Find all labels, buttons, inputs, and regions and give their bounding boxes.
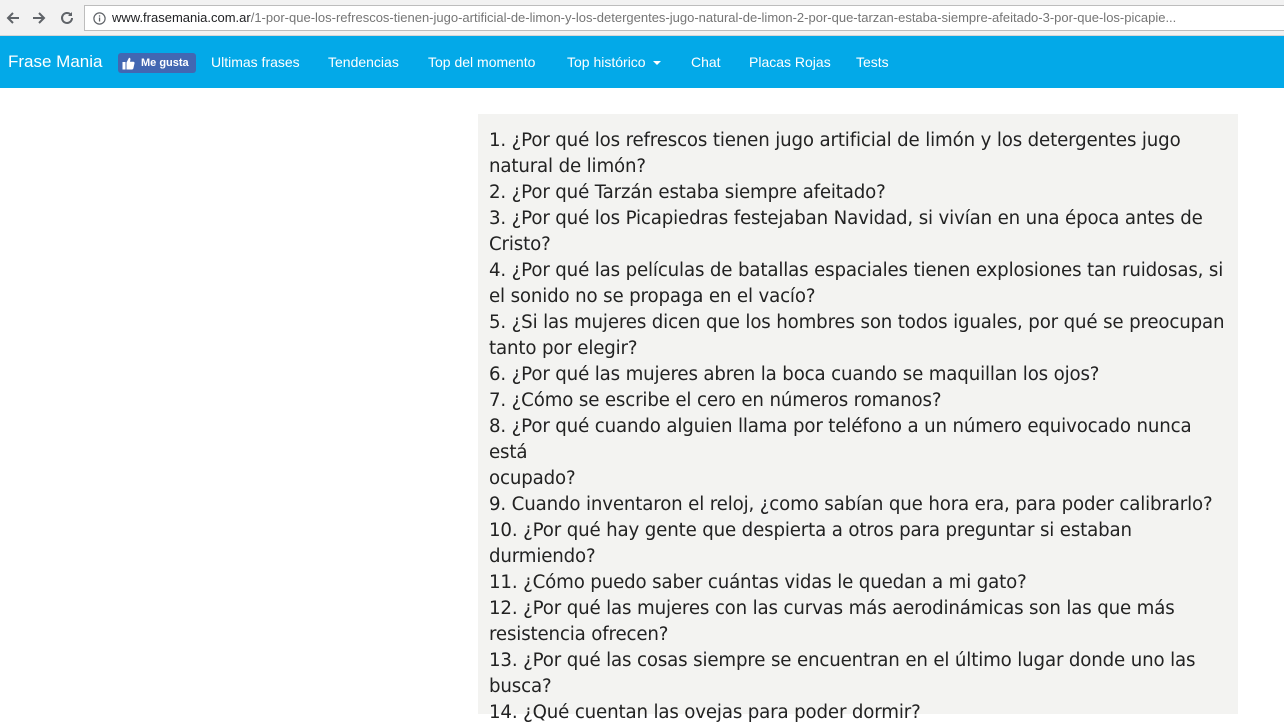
brand-link[interactable]: Frase Mania (8, 52, 103, 71)
facebook-like-button[interactable] (118, 53, 196, 73)
question-line: Cristo? (489, 234, 551, 255)
question-line: 12. ¿Por qué las mujeres con las curvas más aerodinámicas son las que más (489, 598, 1175, 619)
question-line: busca? (489, 676, 552, 697)
nav-placas-rojas[interactable]: Placas Rojas (749, 54, 831, 70)
forward-arrow-icon[interactable] (28, 6, 50, 30)
question-line: 3. ¿Por qué los Picapiedras festejaban Navidad, si vivían en una época antes de (489, 208, 1203, 229)
question-line: durmiendo? (489, 546, 596, 567)
question-line: 14. ¿Qué cuentan las ovejas para poder dormir? (489, 702, 921, 723)
nav-chat[interactable]: Chat (691, 54, 721, 70)
facebook-like-label: Me gusta (141, 57, 189, 69)
nav-top-historico-label: Top histórico (567, 54, 646, 70)
site-navbar (0, 36, 1284, 88)
question-line: 5. ¿Si las mujeres dicen que los hombres son todos iguales, por qué se preocupan (489, 312, 1225, 333)
question-line: ocupado? (489, 468, 576, 489)
question-line: 2. ¿Por qué Tarzán estaba siempre afeitado? (489, 182, 886, 203)
question-line: 6. ¿Por qué las mujeres abren la boca cuando se maquillan los ojos? (489, 364, 1100, 385)
question-line: 11. ¿Cómo puedo saber cuántas vidas le quedan a mi gato? (489, 572, 1027, 593)
url-text (112, 5, 1176, 31)
thumbs-up-icon (122, 56, 136, 70)
reload-icon[interactable] (56, 6, 78, 30)
question-line: 9. Cuando inventaron el reloj, ¿como sabían que hora era, para poder calibrarlo? (489, 494, 1213, 515)
question-line: 8. ¿Por qué cuando alguien llama por teléfono a un número equivocado nunca está (489, 416, 1192, 463)
question-line: 10. ¿Por qué hay gente que despierta a otros para preguntar si estaban (489, 520, 1132, 541)
question-line: natural de limón? (489, 156, 646, 177)
question-line: 4. ¿Por qué las películas de batallas espaciales tienen explosiones tan ruidosas, si (489, 260, 1224, 281)
nav-tests[interactable]: Tests (856, 54, 889, 70)
question-line: 13. ¿Por qué las cosas siempre se encuentran en el último lugar donde uno las (489, 650, 1196, 671)
phrase-content-box (478, 114, 1238, 723)
nav-ultimas-frases[interactable]: Ultimas frases (211, 54, 300, 70)
question-line: 7. ¿Cómo se escribe el cero en números romanos? (489, 390, 942, 411)
nav-top-del-momento[interactable]: Top del momento (428, 54, 536, 70)
question-line: tanto por elegir? (489, 338, 638, 359)
question-line: resistencia ofrecen? (489, 624, 669, 645)
address-bar[interactable] (84, 5, 1284, 31)
url-path: /1-por-que-los-refrescos-tienen-jugo-artificial-de-limon-y-los-detergentes-jugo-natural-de-limon-2-por-que-tarzan-estaba-siempre-afeitado-3-por-que-los-picapie... (250, 10, 1177, 25)
info-icon[interactable] (93, 12, 106, 25)
browser-toolbar (0, 0, 1284, 36)
nav-top-historico-dropdown[interactable] (567, 36, 661, 88)
nav-tendencias[interactable]: Tendencias (328, 54, 399, 70)
question-line: el sonido no se propaga en el vacío? (489, 286, 816, 307)
caret-down-icon (653, 61, 661, 65)
question-line: 1. ¿Por qué los refrescos tienen jugo artificial de limón y los detergentes jugo (489, 130, 1181, 151)
url-host: www.frasemania.com.ar (112, 10, 251, 25)
back-arrow-icon[interactable] (2, 6, 24, 30)
questions-list (489, 128, 1228, 726)
